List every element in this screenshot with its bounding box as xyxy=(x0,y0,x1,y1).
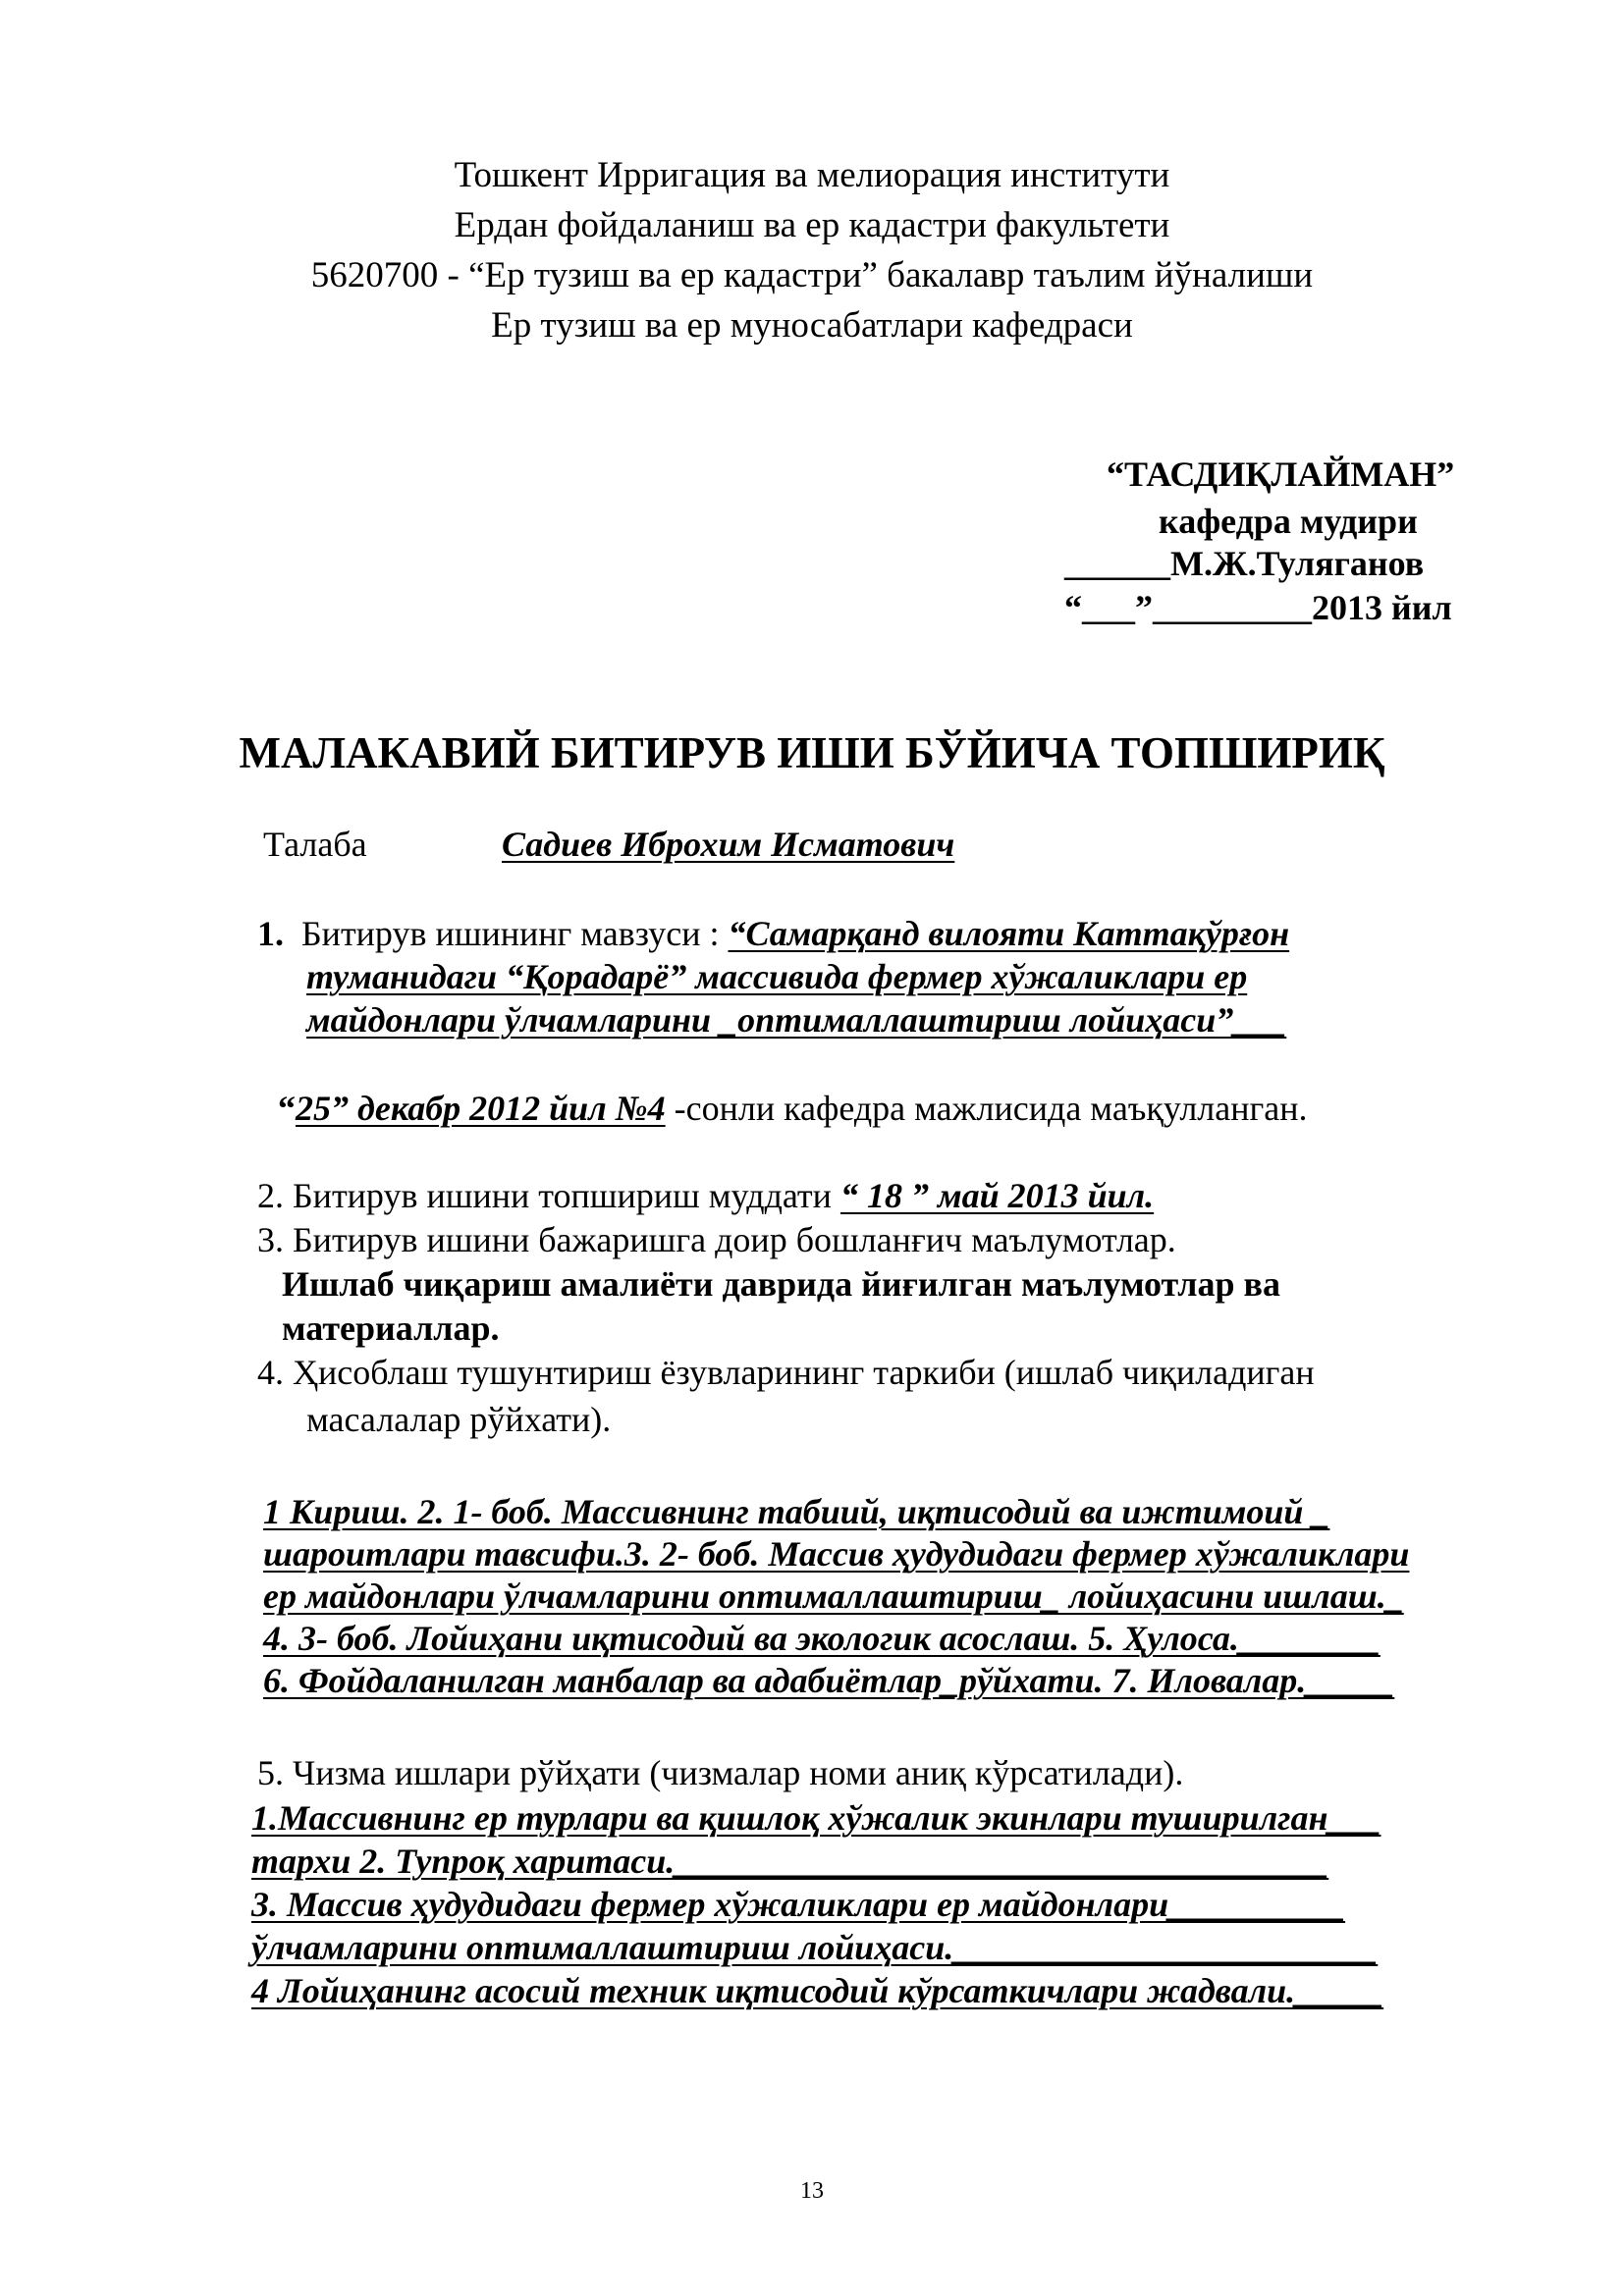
student-label: Талаба xyxy=(263,825,367,864)
item1-topic-part2: туманидаги “Қорадарё” массивида фермер хўжаликлари ер xyxy=(306,957,1248,996)
contents-line: шароитлари тавсифи.3. 2- боб. Массив ҳудудидаги фермер хўжаликлари xyxy=(263,1534,1410,1574)
item2-label: 2. Битирув ишини топшириш муддати xyxy=(257,1176,840,1215)
approval-title: “ТАСДИҚЛАЙМАН” xyxy=(1107,454,1455,494)
drawing-line: 3. Массив ҳудудидаги фермер хўжаликлари ер майдонлари__________ xyxy=(251,1885,1346,1924)
header-department: Ер тузиш ва ер муносабатлари кафедраси xyxy=(491,305,1133,346)
item2-line xyxy=(257,1178,1154,1213)
item4-label-line2: масалалар рўйхати). xyxy=(306,1400,612,1439)
approval-note-suffix: -сонли кафедра мажлисида маъқулланган. xyxy=(665,1089,1308,1128)
header-program: 5620700 - “Ер тузиш ва ер кадастри” бакалавр таълим йўналиши xyxy=(310,255,1314,295)
approval-note-quote: “ xyxy=(278,1089,296,1128)
drawing-line: 4 Лойиҳанинг асосий техник иқтисодий кўрсаткичлари жадвали._____ xyxy=(251,1971,1384,2010)
student-name: Садиев Иброхим Исматович xyxy=(502,825,955,864)
contents-line: 1 Кириш. 2. 1- боб. Массивнинг табиий, иқтисодий ва ижтимоий _ xyxy=(263,1492,1330,1531)
approval-role: кафедра мудири xyxy=(1159,502,1418,541)
item1-number: 1. xyxy=(257,914,284,953)
item4-label-line1: 4. Ҳисоблаш тушунтириш ёзувларининг таркиби (ишлаб чиқиладиган xyxy=(257,1353,1315,1392)
item1-topic-part1: “Самарқанд вилояти Каттақўрғон xyxy=(728,914,1290,953)
approval-note xyxy=(278,1091,1308,1126)
item3-detail-line2: материаллар. xyxy=(282,1308,500,1348)
contents-line: 4. 3- боб. Лойиҳани иқтисодий ва экологик асослаш. 5. Ҳулоса.________ xyxy=(263,1619,1380,1658)
contents-line: ер майдонлари ўлчамларини оптималлаштириш_ лойиҳасини ишлаш._ xyxy=(263,1576,1404,1616)
item1-line xyxy=(257,916,1289,951)
item1-topic-part3: майдонлари ўлчамларини _оптималлаштириш лойиҳаси”___ xyxy=(306,1000,1287,1040)
page-title: МАЛАКАВИЙ БИТИРУВ ИШИ БЎЙИЧА ТОПШИРИҚ xyxy=(239,728,1385,777)
item5-label: 5. Чизма ишлари рўйҳати (чизмалар номи аниқ кўрсатилади). xyxy=(257,1753,1184,1792)
item2-deadline: “ 18 ” май 2013 йил. xyxy=(839,1176,1155,1215)
item3-label: 3. Битирув ишини бажаришга доир бошланғич маълумотлар. xyxy=(257,1220,1176,1259)
header-institute: Тошкент Ирригация ва мелиорация институти xyxy=(454,155,1170,195)
approval-date-line: “___”_________2013 йил xyxy=(1064,588,1452,627)
approval-note-date: 25” декабр 2012 йил №4 xyxy=(296,1089,666,1128)
item3-detail-line1: Ишлаб чиқариш амалиёти даврида йиғилган маълумотлар ва xyxy=(282,1264,1280,1304)
item1-label: Битирув ишининг мавзуси : xyxy=(301,914,729,953)
contents-line: 6. Фойдаланилган манбалар ва адабиётлар_рўйхати. 7. Иловалар._____ xyxy=(263,1661,1395,1700)
drawing-line: 1.Массивнинг ер турлари ва қишлоқ хўжалик экинлари туширилган___ xyxy=(251,1798,1381,1838)
drawing-line: тархи 2. Тупроқ харитаси._____________________________________ xyxy=(251,1842,1329,1881)
page-number: 13 xyxy=(800,2178,824,2204)
drawing-line: ўлчамларини оптималлаштириш лойиҳаси.________________________ xyxy=(251,1928,1379,1967)
header-faculty: Ердан фойдаланиш ва ер кадастри факультети xyxy=(454,205,1170,245)
approval-signature-line: ______М.Ж.Туляганов xyxy=(1064,544,1425,583)
